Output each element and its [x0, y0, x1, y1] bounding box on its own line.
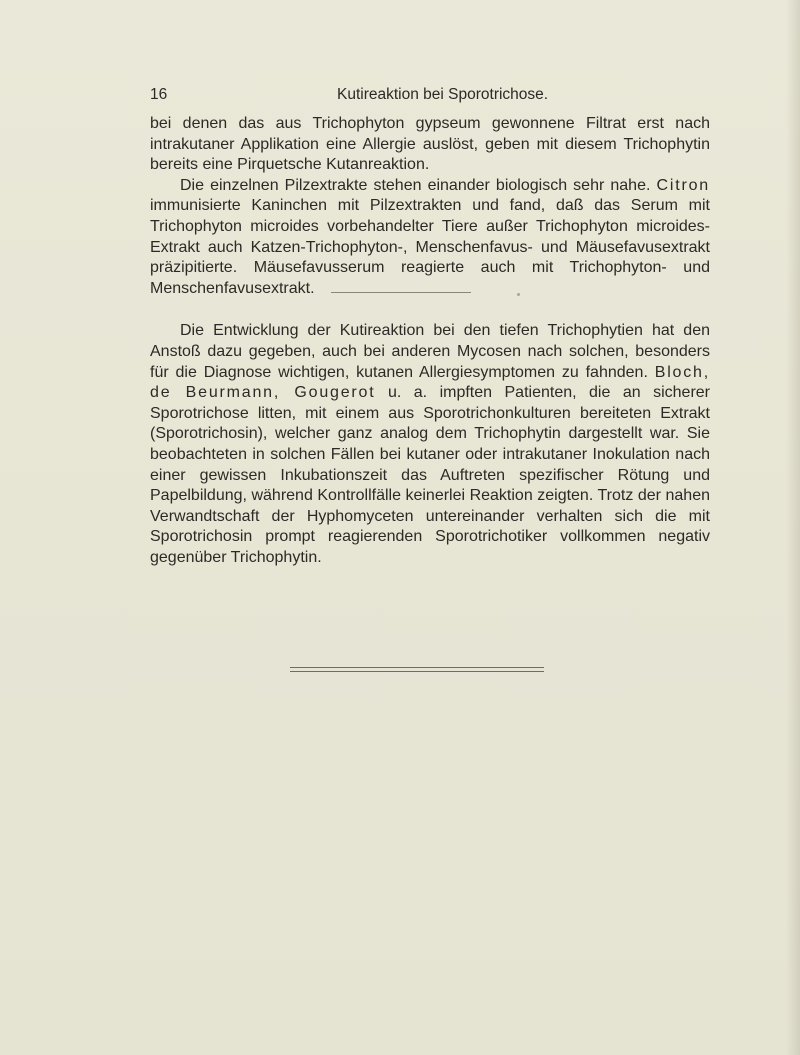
author-name-citron: Citron [656, 176, 710, 194]
paragraph-2-text-a: Die einzelnen Pilzextrakte stehen einander biologisch sehr nahe. [180, 176, 657, 194]
paragraph-3 [150, 321, 710, 568]
paragraph-3-text-b: u. a. impften Patienten, die an sicherer Sporotrichose litten, mit einem aus Sporotrichonkulturen bereiteten Extrakt (Sporotrichosin), welcher ganz analog dem Trichophytin dargestellt war. Sie beobachteten in solchen Fällen bei kutaner oder intrakutaner Inokulation nach einer gewissen Inkubationszeit das Auftreten spezifischer Rötung und Papelbildung, während Kontrollfälle keinerlei Reaktion zeigten. Trotz der nahen Verwandtschaft der Hyphomyceten untereinander verhalten sich die mit Sporotrichosin prompt reagierenden Sporotrichotiker vollkommen negativ gegenüber Trichophytin. [150, 384, 710, 566]
section-divider [331, 292, 471, 293]
paper-speck [517, 293, 520, 296]
running-title: Kutireaktion bei Sporotrichose. [337, 86, 549, 103]
paragraph-2-text-b: immunisierte Kaninchen mit Pilzextrakten und fand, daß das Serum mit Trichophyton microides vorbehandelter Tiere außer Trichophyton microides-Extrakt auch Katzen-Trichophyton-, Menschenfavus- und Mäusefavusextrakt präzipitierte. Mäusefavusserum reagierte auch mit Trichophyton- und Menschenfavusextrakt. [150, 197, 710, 297]
page-number: 16 [150, 86, 168, 103]
author-names: Bloch, de Beurmann, Gougerot [150, 363, 710, 402]
paragraph-3-text-a: Die Entwicklung der Kutireaktion bei den tiefen Trichophytien hat den Anstoß dazu gegeben, auch bei anderen Mycosen nach solchen, besonders für die Diagnose wichtigen, kutanen Allergiesymptomen zu fahnden. [150, 322, 710, 381]
paragraph-2 [150, 176, 710, 300]
running-head [150, 84, 710, 106]
end-rule-upper [290, 667, 544, 668]
end-rule-lower [290, 671, 544, 672]
body-text [150, 114, 710, 568]
paragraph-1: bei denen das aus Trichophyton gypseum gewonnene Filtrat erst nach intrakutaner Applikation eine Allergie auslöst, geben mit diesem Trichophytin bereits eine Pirquetsche Kutanreaktion. [150, 115, 710, 174]
page-edge-shadow [786, 0, 800, 1055]
